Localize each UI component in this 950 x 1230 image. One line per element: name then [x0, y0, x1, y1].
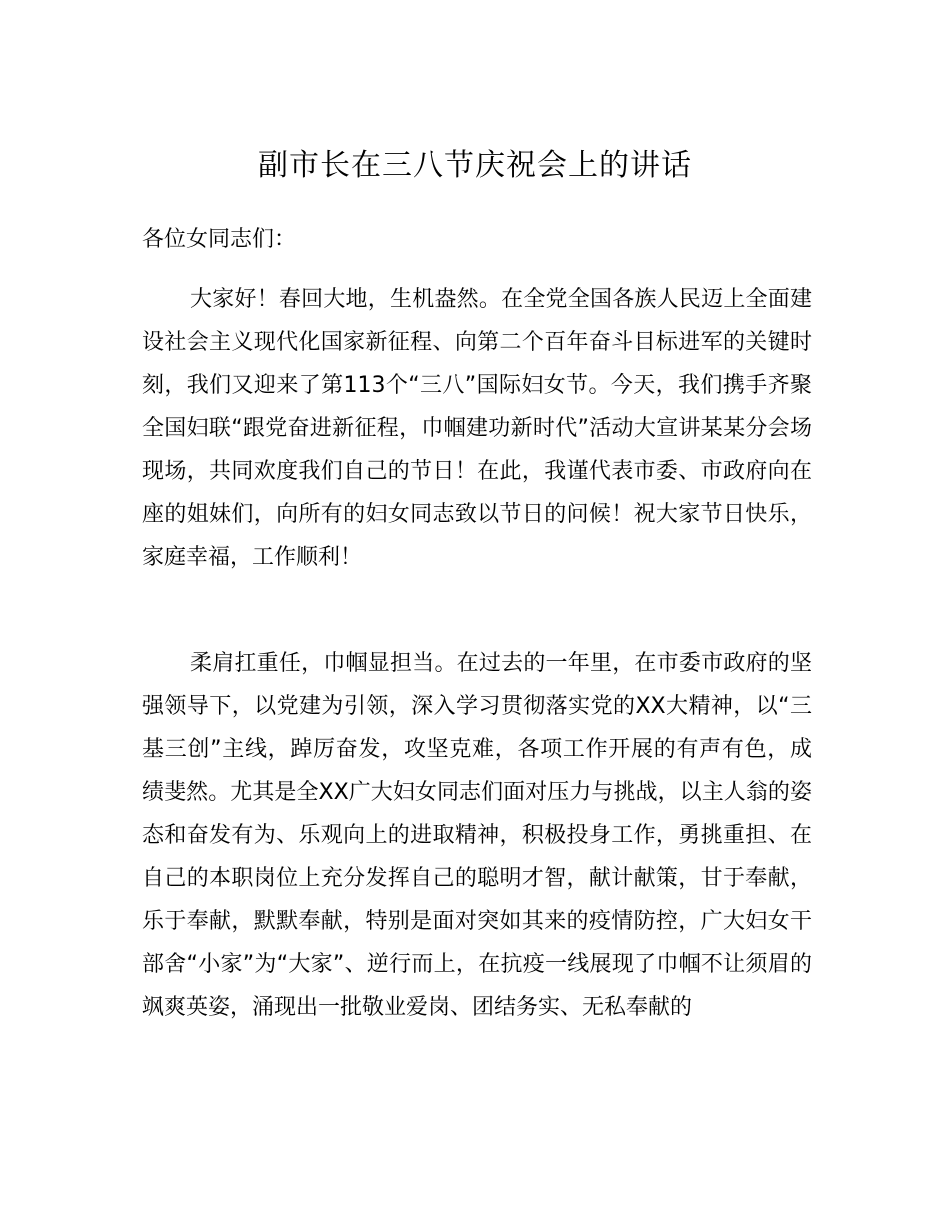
- salutation: 各位女同志们：: [142, 227, 297, 252]
- paragraph-1: 大家好！春回大地，生机盎然。在全党全国各族人民迈上全面建设社会主义现代化国家新征程、向第二个百年奋斗目标进军的关键时刻，我们又迎来了第113个“三八”国际妇女节。今天，我们携手齐聚全国妇联“跟党奋进新征程，巾帼建功新时代”活动大宣讲某某分会场现场，共同欢度我们自己的节日！在此，我谨代表市委、市政府向在座的姐妹们，向所有的妇女同志致以节日的问候！祝大家节日快乐，家庭幸福，工作顺利！: [142, 287, 812, 570]
- document-title: 副市长在三八节庆祝会上的讲话: [258, 148, 692, 183]
- paragraph-2: 柔肩扛重任，巾帼显担当。在过去的一年里，在市委市政府的坚强领导下，以党建为引领，深入学习贯彻落实党的XX大精神，以“三基三创”主线，踔厉奋发，攻坚克难，各项工作开展的有声有色，成绩斐然。尤其是全XX广大妇女同志们面对压力与挑战，以主人翁的姿态和奋发有为、乐观向上的进取精神，积极投身工作，勇挑重担、在自己的本职岗位上充分发挥自己的聪明才智，献计献策，甘于奉献，乐于奉献，默默奉献，特别是面对突如其来的疫情防控，广大妇女干部舍“小家”为“大家”、逆行而上，在抗疫一线展现了巾帼不让须眉的飒爽英姿，涌现出一批敬业爱岗、团结务实、无私奉献的: [142, 651, 812, 1020]
